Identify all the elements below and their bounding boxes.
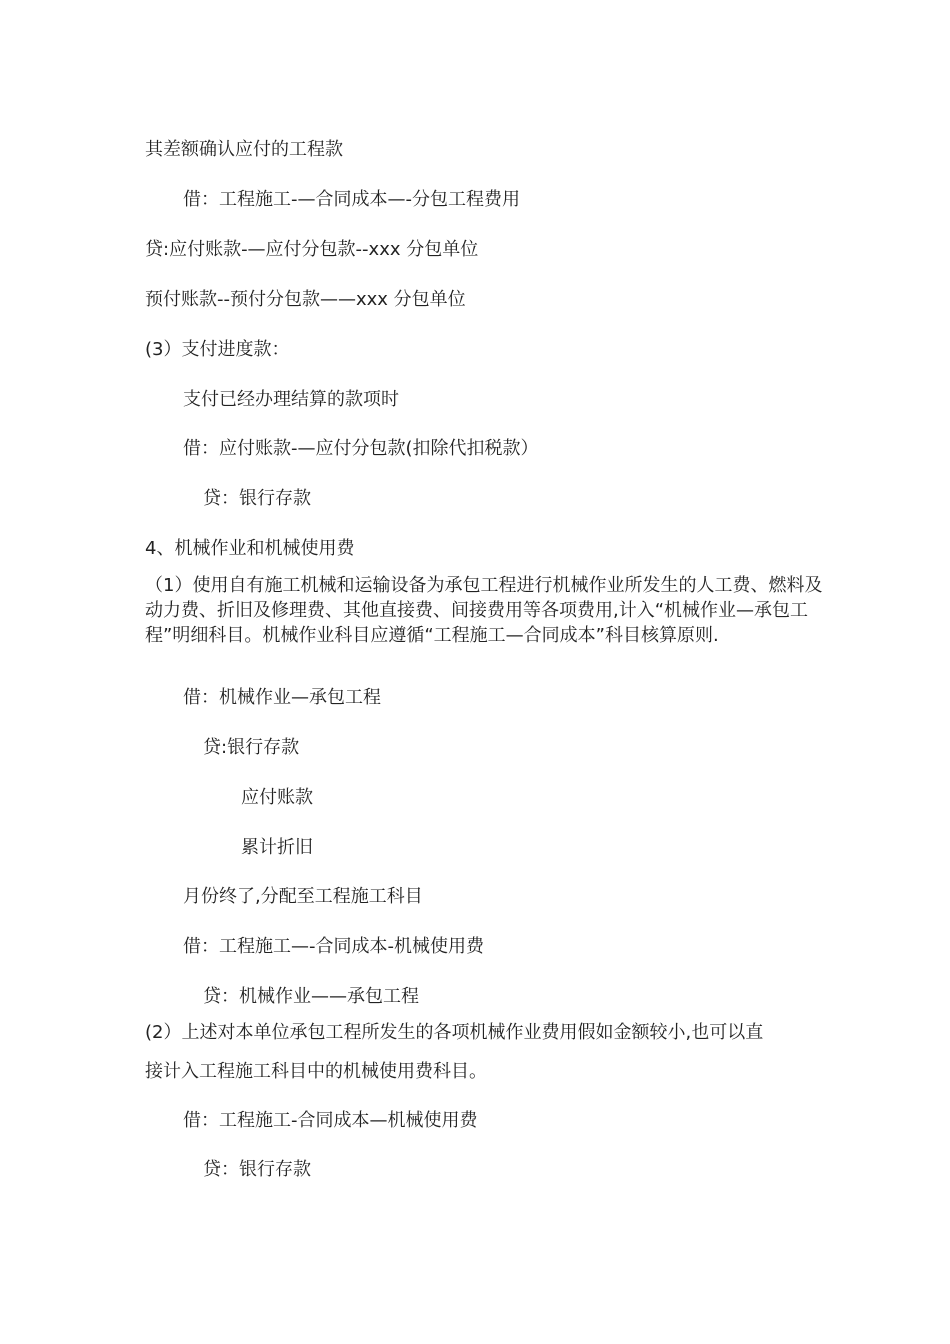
text-line: (2）上述对本单位承包工程所发生的各项机械作业费用假如金额较小,也可以直 (145, 1022, 764, 1043)
credit-entry-line: 累计折旧 (241, 837, 313, 858)
debit-entry-line: 借：应付账款-—应付分包款(扣除代扣税款） (183, 438, 539, 459)
debit-entry-line: 借：工程施工-合同成本—机械使用费 (183, 1110, 478, 1131)
credit-entry-line: 贷:银行存款 (203, 737, 300, 758)
text-line: 其差额确认应付的工程款 (145, 139, 343, 160)
debit-entry-line: 借：机械作业—承包工程 (183, 687, 381, 708)
debit-entry-line: 借：工程施工-—合同成本—-分包工程费用 (183, 189, 520, 210)
text-line: 接计入工程施工科目中的机械使用费科目。 (145, 1061, 487, 1082)
credit-entry-line: 贷:应付账款-—应付分包款--xxx 分包单位 (145, 239, 479, 260)
credit-entry-line: 贷：银行存款 (203, 488, 311, 509)
credit-entry-line: 贷：银行存款 (203, 1159, 311, 1180)
text-line: 月份终了,分配至工程施工科目 (183, 886, 423, 907)
credit-entry-line: 贷：机械作业——承包工程 (203, 986, 419, 1007)
debit-entry-line: 借：工程施工—-合同成本-机械使用费 (183, 936, 484, 957)
credit-entry-line: 预付账款--预付分包款——xxx 分包单位 (145, 289, 466, 310)
text-line: 支付已经办理结算的款项时 (183, 389, 399, 410)
section-heading: (3）支付进度款： (145, 339, 290, 360)
body-paragraph: （1）使用自有施工机械和运输设备为承包工程进行机械作业所发生的人工费、燃料及动力费、折旧及修理费、其他直接费、间接费用等各项费用,计入“机械作业—承包工程”明细科目。机械作业科目应遵循“工程施工—合同成本”科目核算原则. (145, 575, 823, 646)
credit-entry-line: 应付账款 (241, 787, 313, 808)
section-heading: 4、机械作业和机械使用费 (145, 538, 355, 559)
